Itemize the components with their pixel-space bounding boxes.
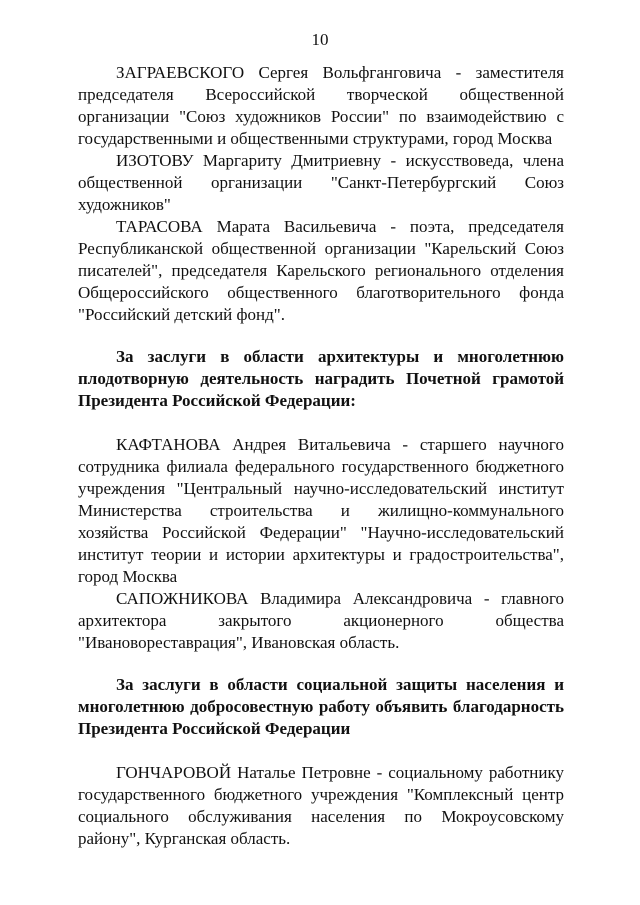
section-spacer	[78, 740, 564, 762]
document-body	[78, 62, 564, 850]
section-spacer	[78, 412, 564, 434]
award-paragraph: КАФТАНОВА Андрея Витальевича - старшего научного сотрудника филиала федерального государственного бюджетного учреждения "Центральный научно-исследовательский институт Министерства строительства и жилищно-коммунального хозяйства Российской Федерации" "Научно-исследовательский институт теории и истории архитектуры и градостроительства", город Москва	[78, 435, 564, 586]
page-number: 10	[311, 30, 329, 49]
award-paragraph: ГОНЧАРОВОЙ Наталье Петровне - социальному работнику государственного бюджетного учреждения "Комплексный центр социального обслуживания населения по Мокроусовскому району", Курганская область.	[78, 763, 564, 848]
award-heading: За заслуги в области социальной защиты населения и многолетнюю добросовестную работу объявить благодарность Президента Российской Федерации	[78, 675, 564, 738]
award-paragraph: САПОЖНИКОВА Владимира Александровича - главного архитектора закрытого акционерного общества "Ивановореставрация", Ивановская область.	[78, 589, 564, 652]
award-paragraph: ТАРАСОВА Марата Васильевича - поэта, председателя Республиканской общественной организации "Карельский Союз писателей", председателя Карельского регионального отделения Общероссийского общественного благотворительного фонда "Российский детский фонд".	[78, 217, 564, 324]
section-spacer	[78, 326, 564, 346]
award-paragraph: ИЗОТОВУ Маргариту Дмитриевну - искусствоведа, члена общественной организации "Санкт-Петербургский Союз художников"	[78, 151, 564, 214]
award-paragraph: ЗАГРАЕВСКОГО Сергея Вольфганговича - заместителя председателя Всероссийской творческой общественной организации "Союз художников России" по взаимодействию с государственными и общественными структурами, город Москва	[78, 63, 564, 148]
award-heading: За заслуги в области архитектуры и многолетнюю плодотворную деятельность наградить Почетной грамотой Президента Российской Федерации:	[78, 347, 564, 410]
section-spacer	[78, 654, 564, 674]
